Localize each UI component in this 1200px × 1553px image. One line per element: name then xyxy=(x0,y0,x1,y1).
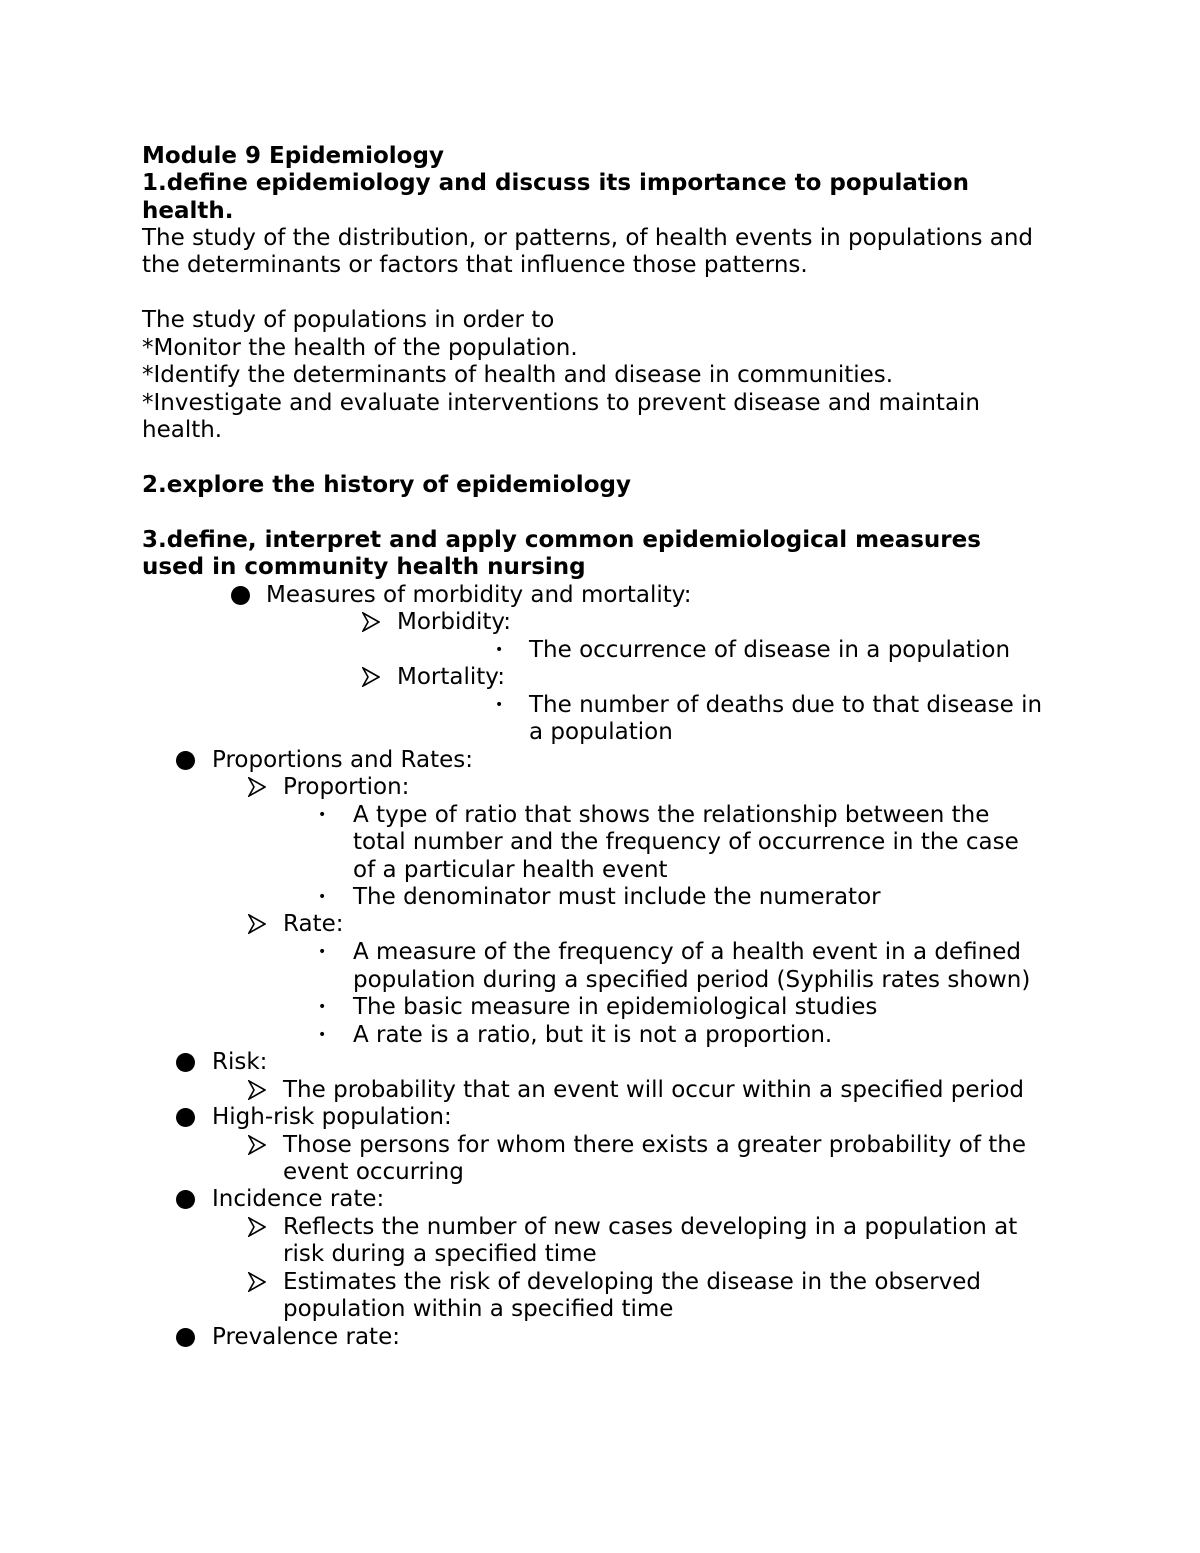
mortality-label: Mortality: xyxy=(397,664,505,690)
proportion-note: The denominator must include the numerator xyxy=(353,884,881,910)
purpose-item: *Identify the determinants of health and disease in communities. xyxy=(142,362,894,388)
prevalence-label: Prevalence rate: xyxy=(212,1324,400,1350)
arrowhead-bullet-icon xyxy=(362,612,380,632)
arrowhead-bullet-icon xyxy=(248,1135,266,1155)
definition-text: The study of the distribution, or patterns, of health events in populations and xyxy=(142,225,1034,251)
incidence-definition-cont: risk during a specified time xyxy=(283,1241,597,1267)
arrowhead-bullet-icon xyxy=(248,1080,266,1100)
incidence-estimate: Estimates the risk of developing the disease in the observed xyxy=(283,1269,982,1295)
small-bullet-icon: • xyxy=(495,697,504,713)
measures-label: Measures of morbidity and mortality: xyxy=(266,582,692,608)
risk-label: Risk: xyxy=(212,1049,268,1075)
rate-note: The basic measure in epidemiological studies xyxy=(353,994,878,1020)
filled-circle-bullet-icon xyxy=(176,1328,195,1347)
filled-circle-bullet-icon xyxy=(176,1108,195,1127)
purpose-item: *Monitor the health of the population. xyxy=(142,335,578,361)
section3-heading: 3.define, interpret and apply common epidemiological measures xyxy=(142,527,981,553)
risk-definition: The probability that an event will occur within a specified period xyxy=(283,1077,1024,1103)
incidence-label: Incidence rate: xyxy=(212,1186,385,1212)
purpose-item-cont: health. xyxy=(142,417,223,443)
rate-definition-cont: population during a specified period (Syphilis rates shown) xyxy=(353,967,1031,993)
proportion-label: Proportion: xyxy=(283,774,410,800)
mortality-definition: The number of deaths due to that disease in xyxy=(529,692,1043,718)
arrowhead-bullet-icon xyxy=(248,777,266,797)
small-bullet-icon: • xyxy=(318,1027,327,1043)
incidence-estimate-cont: population within a specified time xyxy=(283,1296,674,1322)
arrowhead-bullet-icon xyxy=(362,667,380,687)
filled-circle-bullet-icon xyxy=(176,1190,195,1209)
arrowhead-bullet-icon xyxy=(248,1272,266,1292)
high-risk-definition: Those persons for whom there exists a greater probability of the xyxy=(283,1132,1026,1158)
filled-circle-bullet-icon xyxy=(176,751,195,770)
small-bullet-icon: • xyxy=(318,944,327,960)
section1-heading-cont: health. xyxy=(142,198,234,224)
section2-heading: 2.explore the history of epidemiology xyxy=(142,472,631,498)
proportion-definition-cont: total number and the frequency of occurrence in the case xyxy=(353,829,1019,855)
high-risk-definition-cont: event occurring xyxy=(283,1159,464,1185)
proportion-definition-cont: of a particular health event xyxy=(353,857,668,883)
rate-note: A rate is a ratio, but it is not a proportion. xyxy=(353,1022,833,1048)
rate-definition: A measure of the frequency of a health event in a defined xyxy=(353,939,1021,965)
section1-heading: 1.define epidemiology and discuss its importance to population xyxy=(142,170,969,196)
high-risk-label: High-risk population: xyxy=(212,1104,452,1130)
section3-heading-cont: used in community health nursing xyxy=(142,554,586,580)
rate-label: Rate: xyxy=(283,911,344,937)
filled-circle-bullet-icon xyxy=(176,1053,195,1072)
small-bullet-icon: • xyxy=(318,889,327,905)
purpose-item: *Investigate and evaluate interventions to prevent disease and maintain xyxy=(142,390,981,416)
morbidity-label: Morbidity: xyxy=(397,609,512,635)
proportion-definition: A type of ratio that shows the relationship between the xyxy=(353,802,990,828)
arrowhead-bullet-icon xyxy=(248,914,266,934)
proportions-rates-label: Proportions and Rates: xyxy=(212,747,474,773)
mortality-definition-cont: a population xyxy=(529,719,673,745)
purpose-intro: The study of populations in order to xyxy=(142,307,555,333)
arrowhead-bullet-icon xyxy=(248,1217,266,1237)
incidence-definition: Reflects the number of new cases developing in a population at xyxy=(283,1214,1018,1240)
morbidity-definition: The occurrence of disease in a population xyxy=(529,637,1011,663)
small-bullet-icon: • xyxy=(318,999,327,1015)
filled-circle-bullet-icon xyxy=(231,586,250,605)
small-bullet-icon: • xyxy=(318,807,327,823)
definition-text-cont: the determinants or factors that influence those patterns. xyxy=(142,252,808,278)
page-title: Module 9 Epidemiology xyxy=(142,143,444,169)
small-bullet-icon: • xyxy=(495,642,504,658)
